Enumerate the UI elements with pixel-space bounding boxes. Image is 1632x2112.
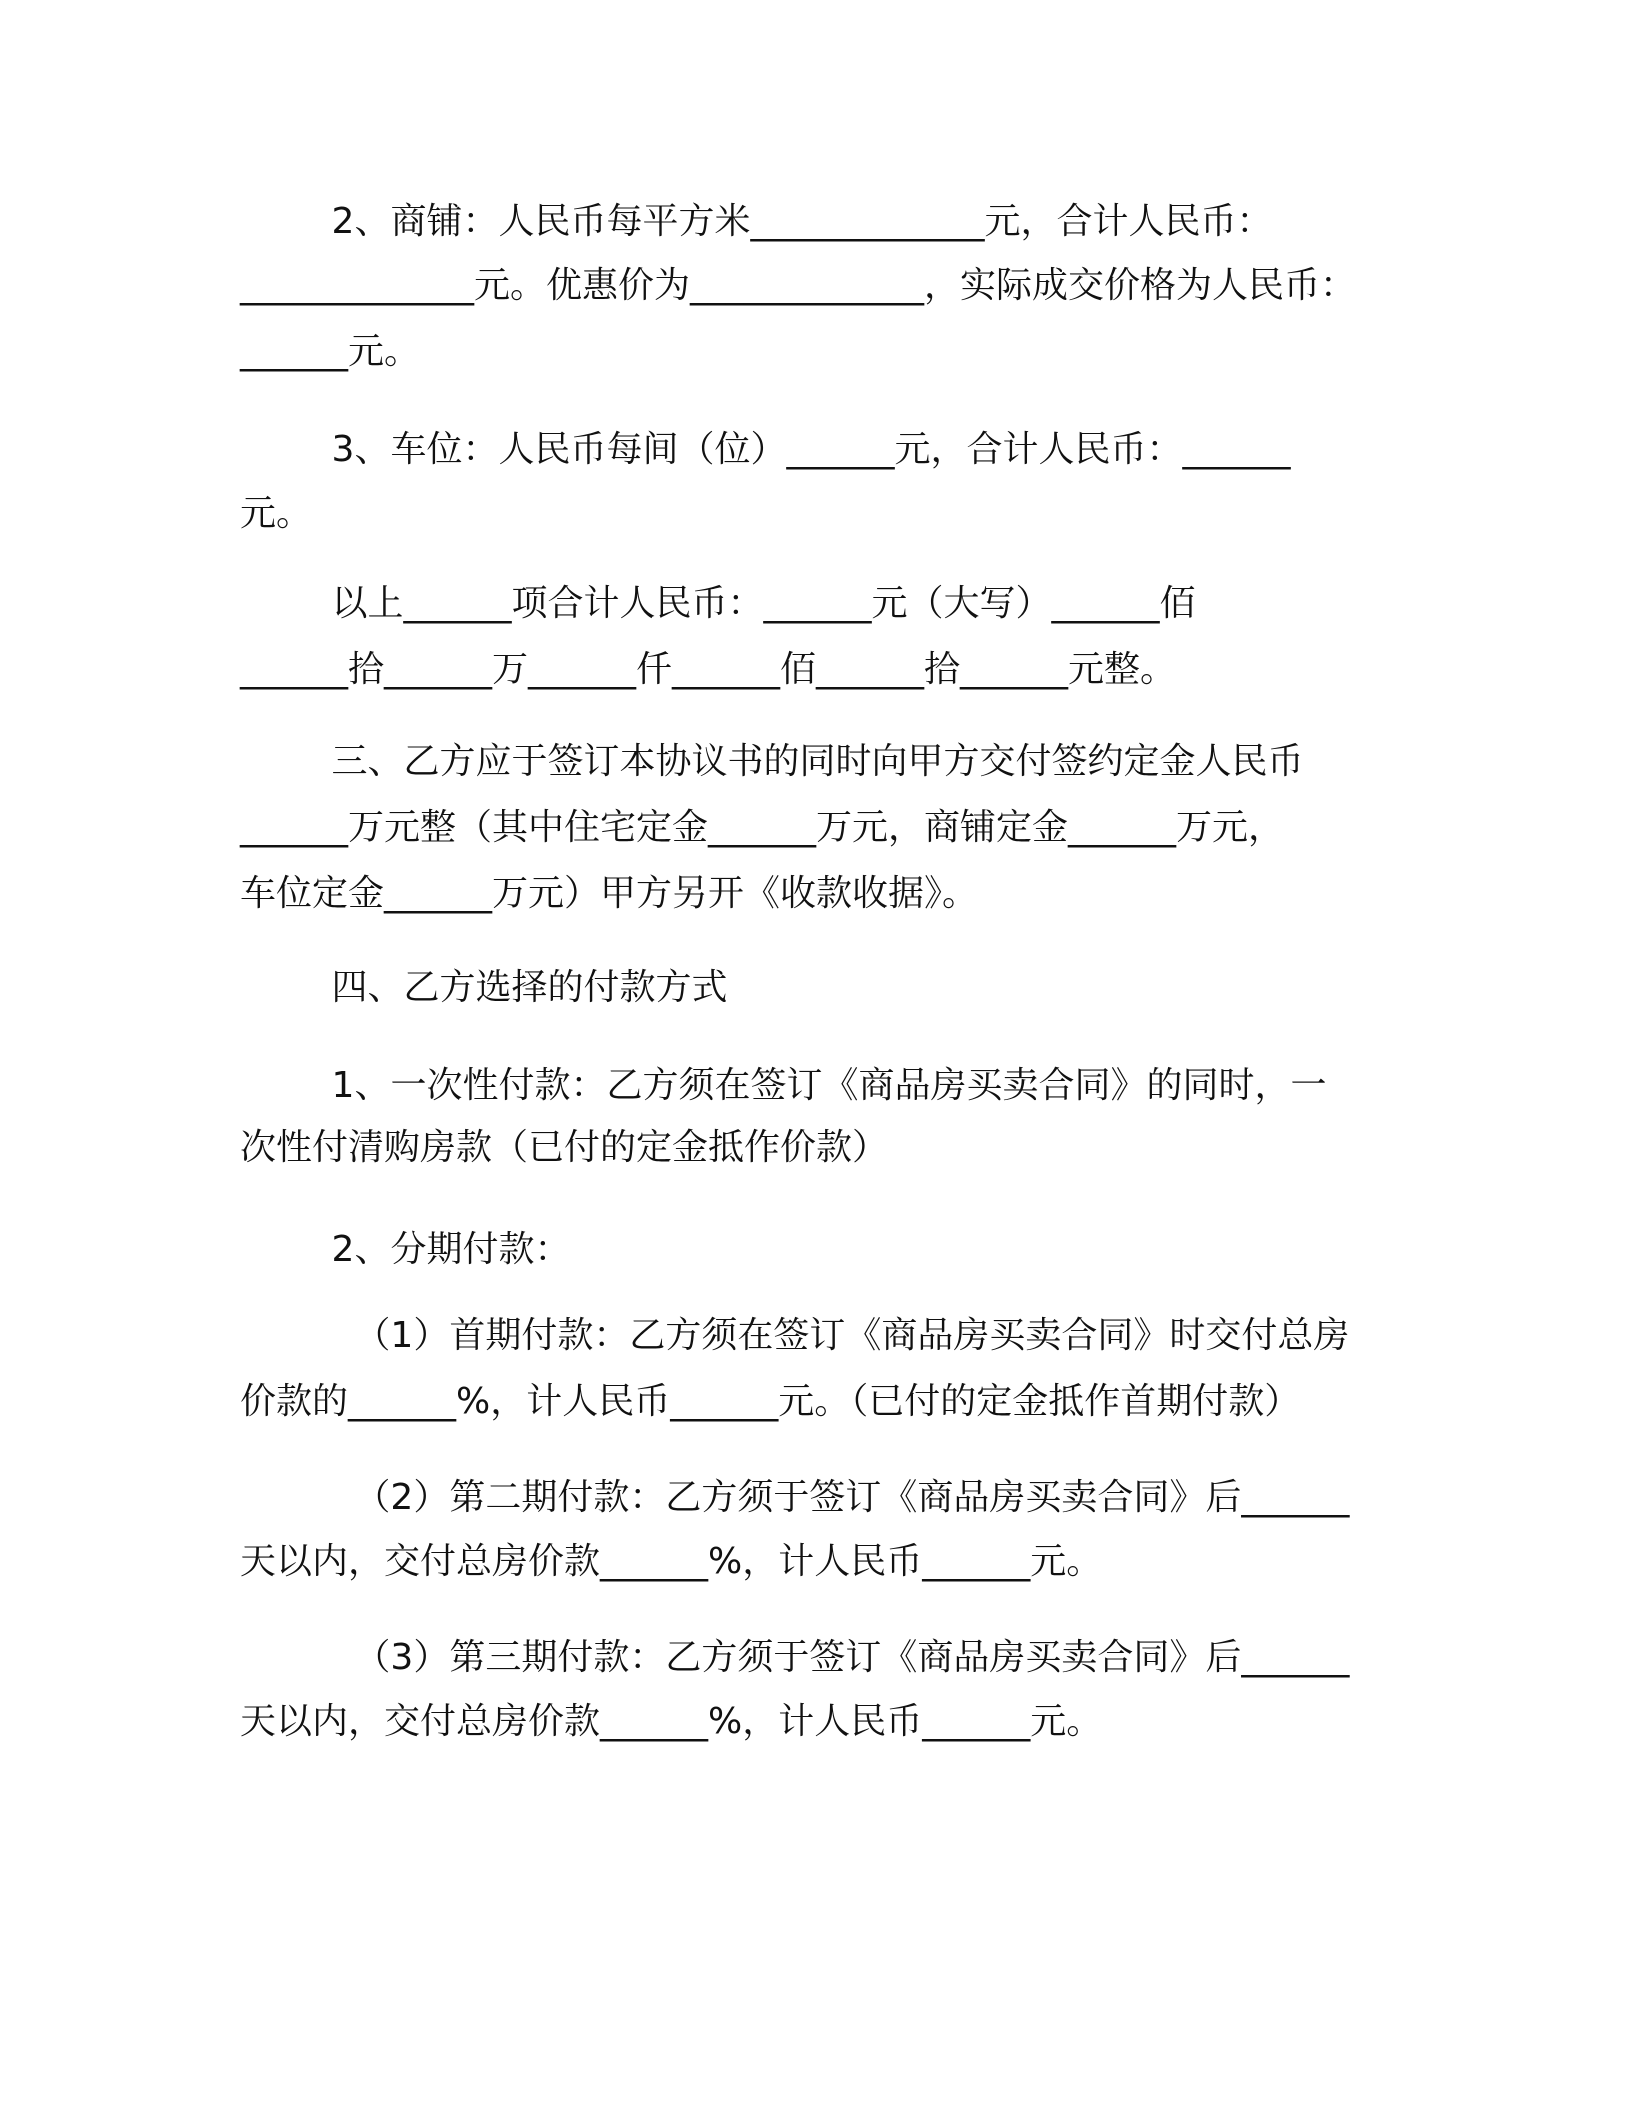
- line-third-payment: （3）第三期付款：乙方须于签订《商品房买卖合同》后______: [240, 1637, 1350, 1678]
- line-installments: 2、分期付款：: [240, 1229, 571, 1270]
- line-lump-sum-cont: 次性付清购房款（已付的定金抵作价款）: [240, 1127, 889, 1168]
- line-grand-total: 以上______项合计人民币：______元（大写）______佰: [240, 583, 1196, 624]
- section-payment-method: 四、乙方选择的付款方式: [240, 967, 728, 1008]
- line-lump-sum: 1、一次性付款：乙方须在签订《商品房买卖合同》的同时，一: [240, 1065, 1327, 1106]
- line-parking-unit: 元。: [240, 493, 313, 534]
- line-shop-discount: _____________元。优惠价为_____________，实际成交价格为人民币：: [240, 265, 1357, 306]
- line-deposit-receipt: 车位定金______万元）甲方另开《收款收据》。: [240, 873, 979, 914]
- line-second-payment-cont: 天以内，交付总房价款______%，计人民币______元。: [240, 1541, 1103, 1582]
- line-shop-price: 2、商铺：人民币每平方米_____________元，合计人民币：: [240, 201, 1273, 242]
- line-deposit-intro: 三、乙方应于签订本协议书的同时向甲方交付签约定金人民币: [240, 741, 1304, 782]
- line-shop-total: ______元。: [240, 331, 421, 372]
- line-third-payment-cont: 天以内，交付总房价款______%，计人民币______元。: [240, 1701, 1103, 1742]
- line-grand-total-words: ______拾______万______仟______佰______拾______元整。: [240, 649, 1177, 690]
- line-second-payment: （2）第二期付款：乙方须于签订《商品房买卖合同》后______: [240, 1477, 1350, 1518]
- line-deposit-breakdown: ______万元整（其中住宅定金______万元，商铺定金______万元，: [240, 807, 1285, 848]
- line-first-payment-cont: 价款的______%，计人民币______元。（已付的定金抵作首期付款）: [240, 1381, 1301, 1422]
- line-first-payment: （1）首期付款：乙方须在签订《商品房买卖合同》时交付总房: [240, 1315, 1350, 1356]
- line-parking-price: 3、车位：人民币每间（位）______元，合计人民币：______: [240, 429, 1291, 470]
